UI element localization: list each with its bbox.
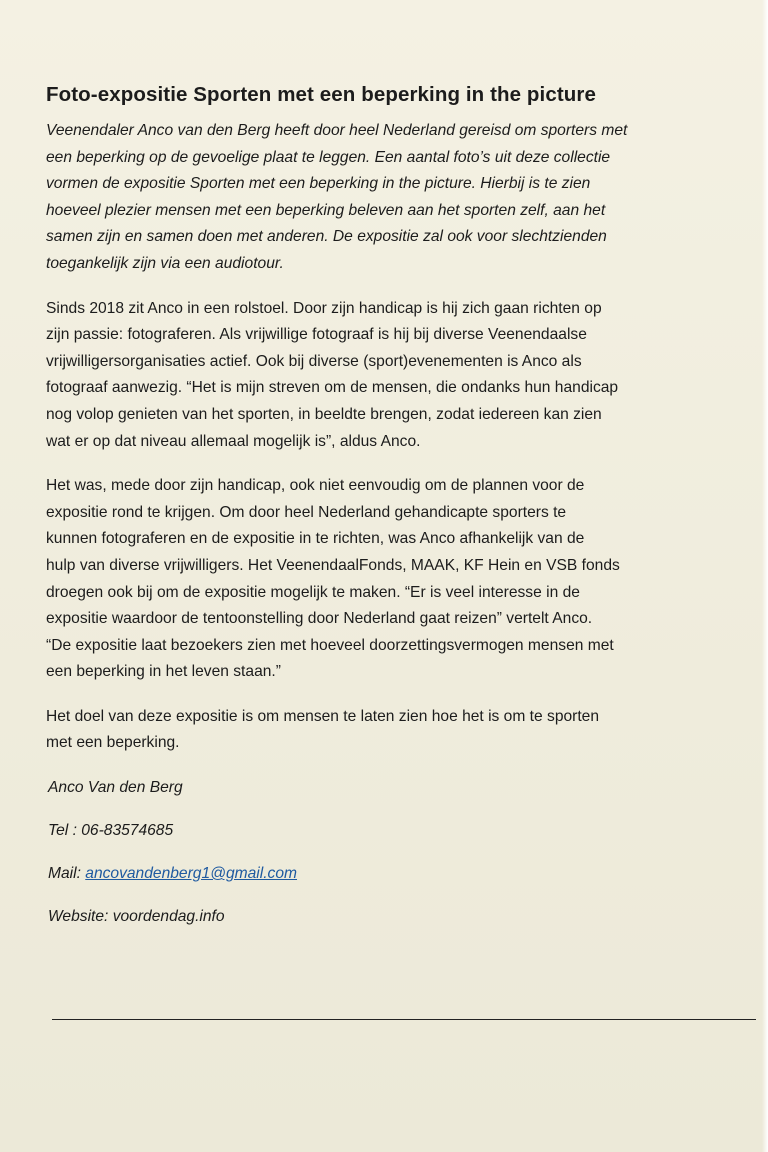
text-line: een beperking in het leven staan.”	[46, 663, 281, 681]
text-line: zijn passie: fotograferen. Als vrijwillige fotograaf is hij bij diverse Veenendaalse	[46, 326, 587, 344]
contact-website: Website: voordendag.info	[48, 908, 225, 926]
text-line: een beperking op de gevoelige plaat te leggen. Een aantal foto’s uit deze collectie	[46, 148, 611, 166]
body-paragraph-3	[46, 704, 761, 757]
text-line: expositie waardoor de tentoonstelling door Nederland gaat reizen” vertelt Anco.	[46, 610, 593, 628]
text-line: kunnen fotograferen en de expositie in te richten, was Anco afhankelijk van de	[46, 530, 585, 548]
text-line: Veenendaler Anco van den Berg heeft door heel Nederland gereisd om sporters met	[46, 122, 628, 139]
horizontal-divider	[52, 1019, 756, 1020]
text-line: vormen de expositie Sporten met een beperking in the picture. Hierbij is te zien	[46, 175, 591, 193]
text-line: Het was, mede door zijn handicap, ook niet eenvoudig om de plannen voor de	[46, 477, 585, 495]
text-line: wat er op dat niveau allemaal mogelijk is”, aldus Anco.	[46, 432, 421, 450]
contact-phone: Tel : 06-83574685	[48, 822, 174, 840]
text-line: Het doel van deze expositie is om mensen te laten zien hoe het is om te sporten	[46, 707, 600, 725]
text-line: hoeveel plezier mensen met een beperking beleven aan het sporten zelf, aan het	[46, 201, 606, 219]
text-line: “De expositie laat bezoekers zien met hoeveel doorzettingsvermogen mensen met	[46, 636, 614, 654]
intro-paragraph	[46, 118, 761, 278]
body-paragraph-1	[46, 296, 761, 456]
text-line: hulp van diverse vrijwilligers. Het VeenendaalFonds, MAAK, KF Hein en VSB fonds	[46, 556, 620, 574]
text-line: expositie rond te krijgen. Om door heel Nederland gehandicapte sporters te	[46, 503, 567, 521]
text-line: samen zijn en samen doen met anderen. De expositie zal ook voor slechtzienden	[46, 228, 607, 246]
text-line: fotograaf aanwezig. “Het is mijn streven om de mensen, die ondanks hun handicap	[46, 379, 619, 397]
text-line: nog volop genieten van het sporten, in beeldte brengen, zodat iedereen kan zien	[46, 405, 602, 423]
contact-name: Anco Van den Berg	[48, 779, 183, 797]
body-paragraph-2	[46, 473, 761, 686]
contact-mail	[48, 861, 761, 887]
text-line: vrijwilligersorganisaties actief. Ook bij diverse (sport)evenementen is Anco als	[46, 352, 582, 370]
text-line: droegen ook bij om de expositie mogelijk te maken. “Er is veel interesse in de	[46, 583, 580, 601]
mail-label: Mail:	[48, 865, 86, 883]
text-line: toegankelijk zijn via een audiotour.	[46, 254, 284, 272]
article-title: Foto-expositie Sporten met een beperking in the picture	[46, 83, 596, 106]
article	[46, 80, 761, 947]
paper-edge	[762, 0, 768, 1152]
text-line: Sinds 2018 zit Anco in een rolstoel. Door zijn handicap is hij zich gaan richten op	[46, 299, 602, 317]
text-line: met een beperking.	[46, 734, 180, 752]
mail-link[interactable]: ancovandenberg1@gmail.com	[85, 865, 298, 883]
